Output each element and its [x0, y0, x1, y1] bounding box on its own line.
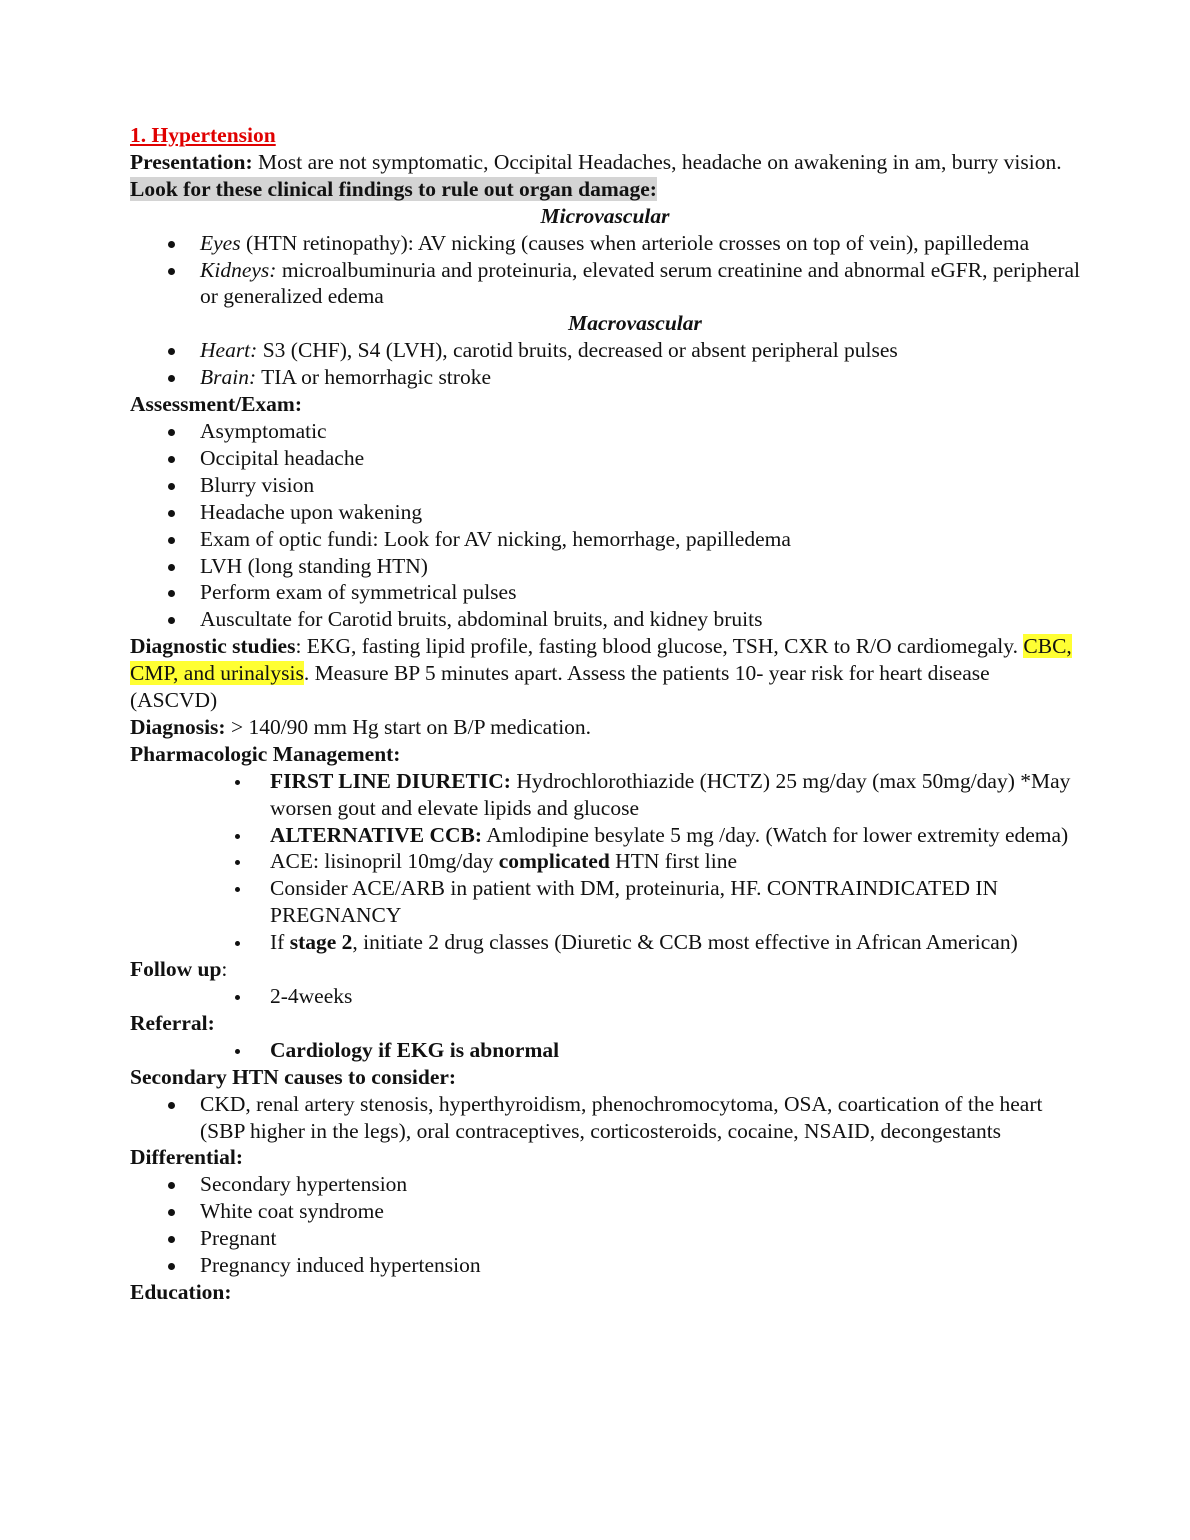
item-text: Consider ACE/ARB in patient with DM, proteinuria, HF. CONTRAINDICATED IN PREGNANCY [270, 876, 999, 928]
list-item [130, 230, 1080, 257]
organ-damage-heading-text: Look for these clinical findings to rule out organ damage: [130, 176, 657, 201]
list-item [130, 822, 1080, 849]
diagnosis-text: > 140/90 mm Hg start on B/P medication. [225, 714, 592, 739]
item-text: ACE: lisinopril 10mg/day [270, 849, 499, 874]
secondary-htn-label: Secondary HTN causes to consider: [130, 1064, 457, 1089]
organ-damage-heading [130, 176, 1080, 203]
list-item: White coat syndrome [130, 1198, 1080, 1225]
list-item: Cardiology if EKG is abnormal [130, 1037, 1080, 1064]
presentation-label: Presentation: [130, 149, 253, 174]
macrovascular-heading: Macrovascular [568, 311, 702, 336]
item-text: TIA or hemorrhagic stroke [256, 365, 491, 390]
diagnosis-label: Diagnosis: [130, 714, 226, 739]
referral-list [130, 1037, 1080, 1064]
item-text: Amlodipine besylate 5 mg /day. (Watch for lower extremity edema) [482, 822, 1069, 847]
list-item [130, 337, 1080, 364]
list-item: Asymptomatic [130, 418, 1080, 445]
list-item: Exam of optic fundi: Look for AV nicking, hemorrhage, papilledema [130, 526, 1080, 553]
item-term: Eyes [200, 230, 241, 255]
list-item: Pregnancy induced hypertension [130, 1252, 1080, 1279]
item-term: Kidneys: [200, 257, 277, 282]
follow-up-list [130, 983, 1080, 1010]
microvascular-heading: Microvascular [540, 203, 670, 228]
list-item: Pregnant [130, 1225, 1080, 1252]
pharmacologic-label: Pharmacologic Management: [130, 741, 401, 766]
diagnostic-studies-paragraph [130, 633, 1080, 714]
item-text: microalbuminuria and proteinuria, elevated serum creatinine and abnormal eGFR, peripheral or generalized edema [200, 257, 1080, 309]
list-item: Blurry vision [130, 472, 1080, 499]
list-item: CKD, renal artery stenosis, hyperthyroidism, phenochromocytoma, OSA, coartication of the heart (SBP higher in the legs), oral contraceptives, corticosteroids, cocaine, NSAID, decongestants [130, 1091, 1080, 1145]
item-text: S3 (CHF), S4 (LVH), carotid bruits, decreased or absent peripheral pulses [257, 338, 898, 363]
list-item [130, 929, 1080, 956]
follow-up-colon: : [221, 957, 228, 982]
item-term: Brain: [200, 365, 257, 390]
section-title [130, 122, 1080, 149]
list-item [130, 875, 1080, 929]
macrovascular-list [130, 337, 1080, 391]
list-item: Occipital headache [130, 445, 1080, 472]
referral-label: Referral: [130, 1010, 215, 1035]
item-text: HTN first line [609, 849, 737, 874]
presentation-text: Most are not symptomatic, Occipital Headaches, headache on awakening in am, burry vision. [252, 149, 1062, 174]
list-item: 2-4weeks [130, 983, 1080, 1010]
secondary-htn-list [130, 1091, 1080, 1145]
item-bold: complicated [498, 849, 610, 874]
item-text: If [270, 930, 290, 955]
education-label: Education: [130, 1279, 232, 1304]
differential-list [130, 1171, 1080, 1279]
list-item: Headache upon wakening [130, 499, 1080, 526]
item-bold: FIRST LINE DIURETIC: [270, 768, 511, 793]
item-term: Heart: [200, 338, 258, 363]
list-item [130, 848, 1080, 875]
follow-up-paragraph [130, 956, 1080, 983]
document-page [130, 122, 1080, 1306]
microvascular-list [130, 230, 1080, 311]
title-text: 1. Hypertension [130, 123, 276, 147]
follow-up-label: Follow up [130, 957, 222, 982]
diagnostic-studies-label: Diagnostic studies [130, 634, 296, 659]
diagnostic-studies-text-1: : EKG, fasting lipid profile, fasting blood glucose, TSH, CXR to R/O cardiomegaly. [295, 634, 1024, 659]
item-bold: ALTERNATIVE CCB: [270, 822, 483, 847]
list-item [130, 257, 1080, 311]
diagnosis-paragraph [130, 714, 1080, 741]
assessment-label: Assessment/Exam: [130, 392, 302, 417]
diagnostic-studies-highlight: CBC, CMP, and urinalysis [130, 634, 1072, 686]
assessment-list [130, 418, 1080, 633]
item-text: , initiate 2 drug classes (Diuretic & CCB most effective in African American) [352, 930, 1018, 955]
list-item: Auscultate for Carotid bruits, abdominal bruits, and kidney bruits [130, 606, 1080, 633]
list-item [130, 364, 1080, 391]
diagnostic-studies-text-2: . Measure BP 5 minutes apart. Assess the patients 10- year risk for heart disease (ASCVD) [130, 661, 990, 713]
presentation-paragraph [130, 149, 1080, 176]
item-bold: stage 2 [289, 930, 353, 955]
pharmacologic-list [130, 768, 1080, 956]
list-item: LVH (long standing HTN) [130, 553, 1080, 580]
list-item: Perform exam of symmetrical pulses [130, 579, 1080, 606]
differential-label: Differential: [130, 1145, 244, 1170]
list-item [130, 768, 1080, 822]
item-text: (HTN retinopathy): AV nicking (causes when arteriole crosses on top of vein), papilledema [240, 230, 1030, 255]
list-item: Secondary hypertension [130, 1171, 1080, 1198]
item-text: Hydrochlorothiazide (HCTZ) 25 mg/day (max 50mg/day) *May worsen gout and elevate lipids and glucose [270, 768, 1071, 820]
